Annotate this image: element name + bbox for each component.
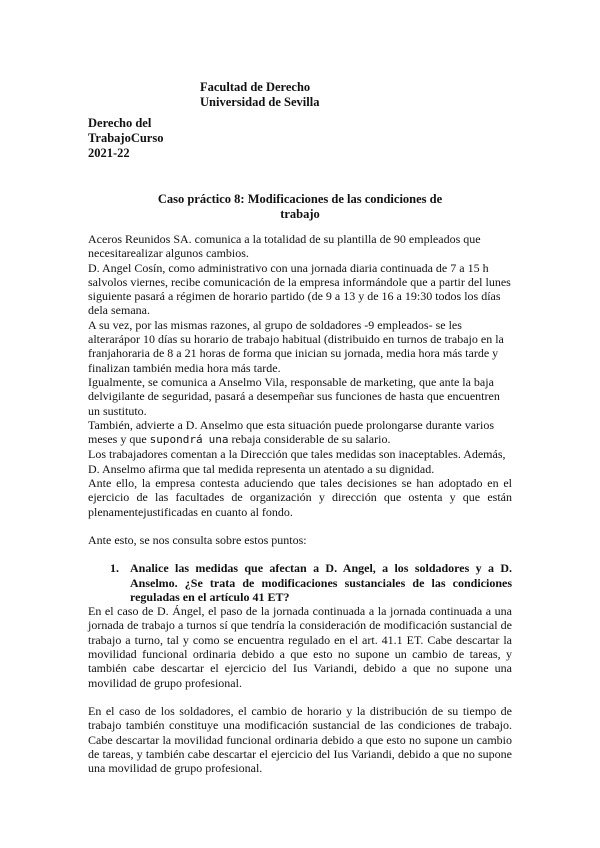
questions-intro: Ante esto, se nos consulta sobre estos puntos: [88,532,307,547]
course-info [88,116,208,161]
case-text-word: supondrá [149,433,203,447]
case-paragraph: D. Anselmo afirma que tal medida representa un atentado a su dignidad. [88,461,435,476]
page-title [120,192,480,222]
case-paragraph: Los trabajadores comentan a la Dirección que tales medidas son inaceptables. Además, [88,447,506,462]
question-number: 1. [110,561,119,576]
course-line-1: Derecho del [88,116,152,130]
title-line-2: trabajo [280,207,320,221]
answer-paragraph: En el caso de D. Ángel, el paso de la jornada continuada a la jornada continuada a una jornada de trabajo a turnos sí que tendría la consideración de modificación sustancial de trabajo a turno, tal y como se encuentra regulado en el art. 41.1 ET. Cabe descartar la movilidad funcional ordinaria debido a que esto no supone un cambio de tareas, y también cabe descartar el ejercicio del Ius Variandi, debido a que no supone una movilidad de grupo profesional. [88,604,512,690]
question-item [110,561,512,604]
title-line-1: Caso práctico 8: Modificaciones de las condiciones de [157,192,443,206]
case-paragraph: A su vez, por las mismas razones, al grupo de soldadores -9 empleados- se les alterarápor 10 días su horario de trabajo habitual (distribuido en turnos de trabajo en la franjahoraria de 8 a 21 horas de forma que inician su jornada, media hora más tarde y finalizan también media hora más tarde. [88,317,504,375]
case-text-word: una [208,433,229,447]
case-paragraph [88,418,512,448]
faculty-name: Facultad de Derecho [200,80,311,94]
case-paragraph: D. Angel Cosín, como administrativo con una jornada diaria continuada de 7 a 15 h salvolos viernes, recibe comunicación de la empresa informándole que a partir del lunes siguiente pasará a régimen de horario partido (de 9 a 13 y de 16 a 19:30 todos los días dela semana. [88,260,511,318]
case-paragraph: Ante ello, la empresa contesta aduciendo que tales decisiones se han adoptado en el ejercicio de las facultades de organización y dirección que ostenta y que están plenamentejustificadas en cuanto al fondo. [88,476,512,519]
answer-paragraph: En el caso de los soldadores, el cambio de horario y la distribución de su tiempo de trabajo también constituye una modificación sustancial de las condiciones de trabajo. Cabe descartar la movilidad funcional ordinaria debido a que esto no supone un cambio de tareas, y también cabe descartar el ejercicio del Ius Variandi, debido a que no supone una movilidad de grupo profesional. [88,703,512,776]
course-line-2: TrabajoCurso [88,131,164,145]
question-text: Analice las medidas que afectan a D. Angel, a los soldadores y a D. Anselmo. ¿Se trata de modificaciones sustanciales de las condiciones reguladas en el artículo 41 ET? [130,561,512,604]
case-paragraph: Aceros Reunidos SA. comunica a la totalidad de su plantilla de 90 empleados que necesitarealizar algunos cambios. [88,232,481,261]
case-text: rebaja considerable de su salario. [228,432,391,447]
document-body [88,232,512,775]
university-name: Universidad de Sevilla [200,95,320,109]
case-text: También, advierte a D. Anselmo que esta situación puede prolongarse durante varios meses y que [88,417,495,447]
faculty-header [200,80,319,110]
course-line-3: 2021-22 [88,146,130,160]
case-paragraph: Igualmente, se comunica a Anselmo Vila, responsable de marketing, que ante la baja delvigilante de seguridad, pasará a desempeñar sus funciones de hasta que encuentren un sustituto. [88,374,500,418]
